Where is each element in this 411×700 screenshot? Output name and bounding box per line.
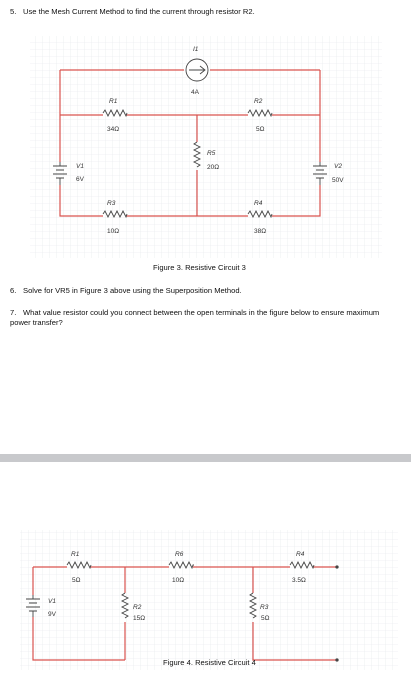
r4-name-label: R4 [254, 200, 263, 207]
r4-value-label: 38Ω [254, 228, 267, 235]
fig4-r2-name-label: R2 [133, 604, 142, 611]
question-5-number: 5. [10, 7, 17, 16]
r3-name-label: R3 [107, 200, 116, 207]
r5-value-label: 20Ω [207, 164, 220, 171]
r3-value-label: 10Ω [107, 228, 120, 235]
question-7 [10, 308, 402, 328]
v1-name-label: V1 [76, 163, 84, 170]
figure-3-caption: Figure 3. Resistive Circuit 3 [153, 263, 246, 272]
fig4-v1-name-label: V1 [48, 598, 56, 605]
fig4-r6-value-label: 10Ω [172, 577, 185, 584]
fig4-r6-name-label: R6 [175, 551, 184, 558]
question-7-number: 7. [10, 308, 17, 317]
open-terminal-bottom-icon [336, 659, 338, 661]
r2-name-label: R2 [254, 98, 263, 105]
r5-name-label: R5 [207, 150, 216, 157]
fig4-r3-value-label: 5Ω [261, 615, 270, 622]
i1-value-label: 4A [191, 89, 199, 96]
page-separator-band [0, 454, 411, 462]
question-6 [10, 286, 242, 296]
v2-value-label: 50V [332, 177, 344, 184]
fig4-r1-name-label: R1 [71, 551, 80, 558]
fig4-r1-value-label: 5Ω [72, 577, 81, 584]
v1-value-label: 6V [76, 176, 84, 183]
figure-4-caption: Figure 4. Resistive Circuit 4 [163, 658, 256, 667]
question-5-text: Use the Mesh Current Method to find the current through resistor R2. [23, 7, 255, 16]
figure-4 [20, 530, 398, 670]
r1-name-label: R1 [109, 98, 118, 105]
r1-value-label: 34Ω [107, 126, 120, 133]
fig4-r3-name-label: R3 [260, 604, 269, 611]
fig4-v1-value-label: 9V [48, 611, 56, 618]
question-7-text: What value resistor could you connect between the open terminals in the figure below to ensure maximum power transfer? [10, 308, 380, 327]
fig4-r4-name-label: R4 [296, 551, 305, 558]
i1-name-label: I1 [193, 46, 199, 53]
v2-name-label: V2 [334, 163, 342, 170]
fig4-r2-value-label: 15Ω [133, 615, 146, 622]
question-6-text: Solve for VR5 in Figure 3 above using the Superposition Method. [23, 286, 242, 295]
fig4-r4-value-label: 3.5Ω [292, 577, 306, 584]
r2-value-label: 5Ω [256, 126, 265, 133]
open-terminal-top-icon [336, 566, 338, 568]
question-6-number: 6. [10, 286, 17, 295]
figure-3 [30, 36, 382, 258]
